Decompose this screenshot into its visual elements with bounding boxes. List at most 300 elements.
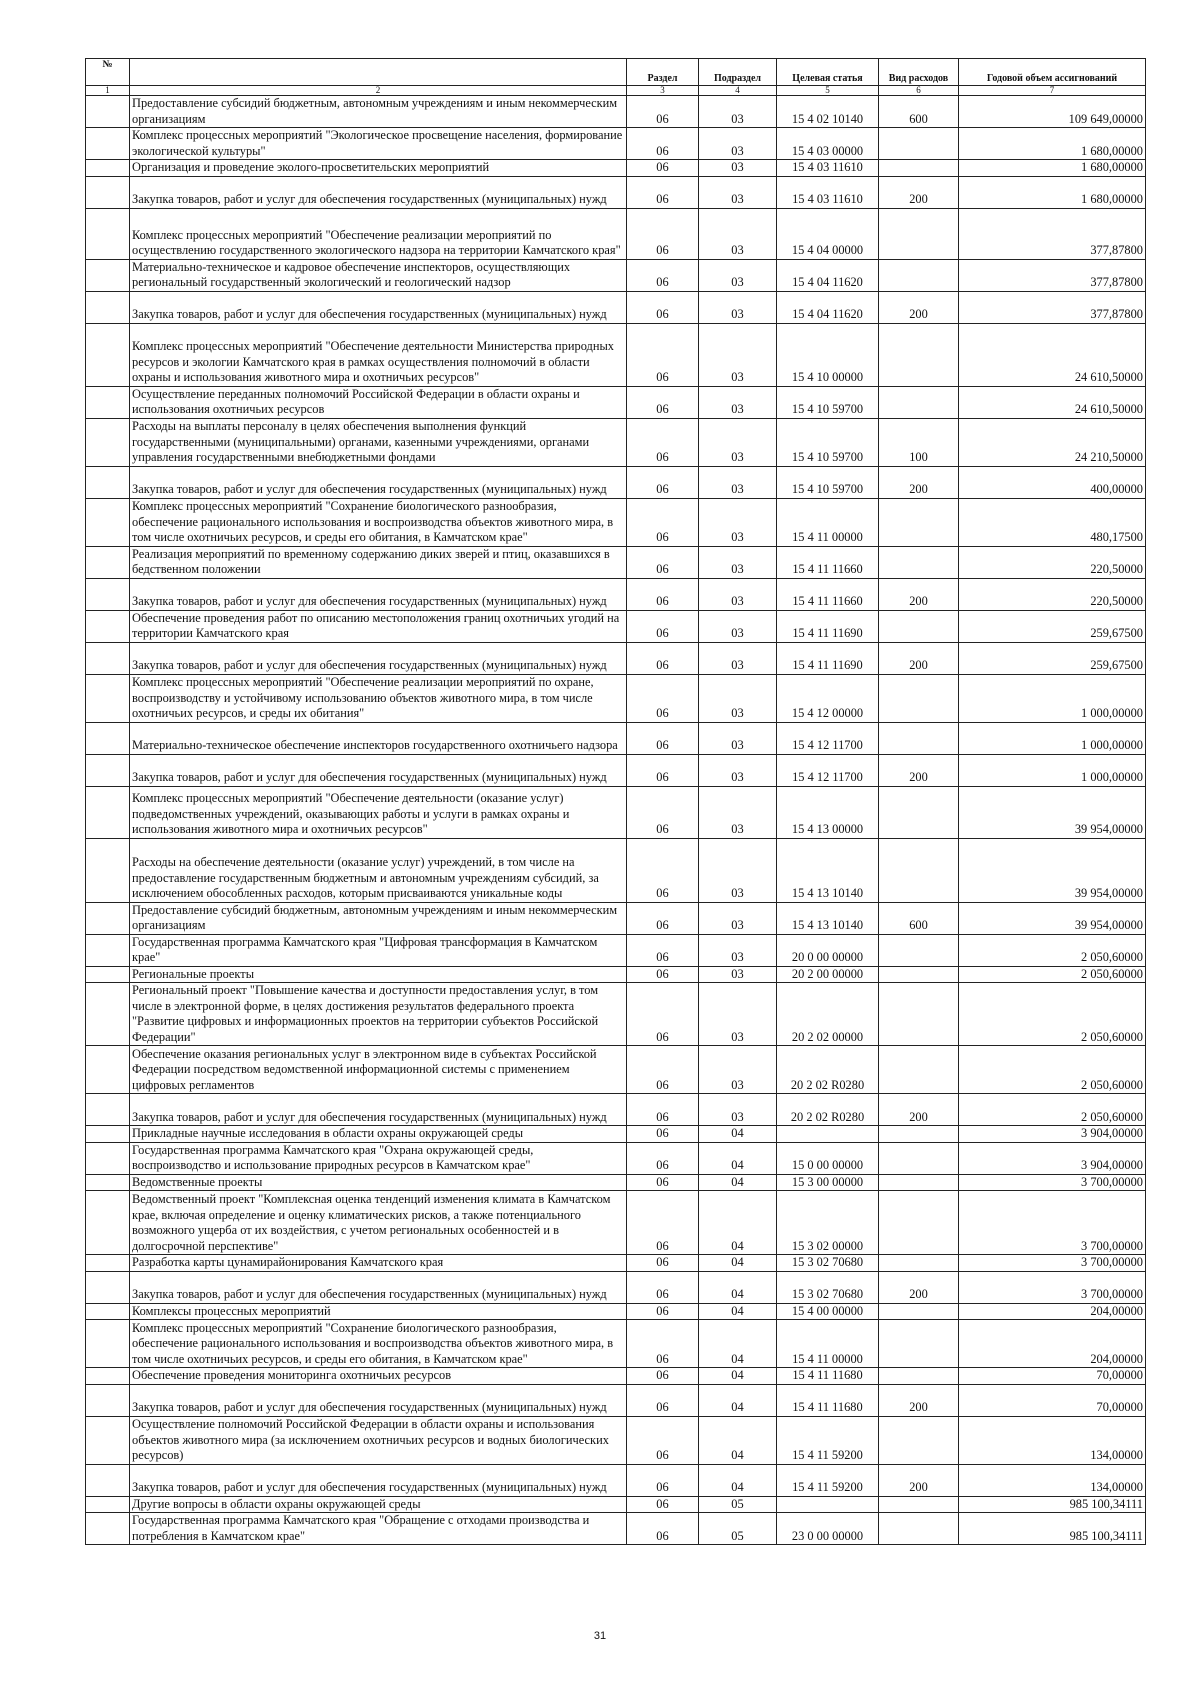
row-name-cell: Прикладные научные исследования в области охраны окружающей среды [130,1126,627,1143]
row-expense-type-cell [879,323,959,386]
table-row [86,386,1146,418]
row-number-cell [86,983,130,1046]
row-razdel-cell: 06 [627,498,699,546]
row-name-cell: Комплекс процессных мероприятий "Обеспечение деятельности Министерства природных ресурсов и экологии Камчатского края в рамках осуществления полномочий в области охраны и использования животного мира и охотничьих ресурсов" [130,323,627,386]
row-expense-type-cell [879,1255,959,1272]
row-target-article-cell: 15 4 10 00000 [777,323,879,386]
row-razdel-cell: 06 [627,754,699,786]
row-razdel-cell: 06 [627,1384,699,1416]
row-razdel-cell: 06 [627,1368,699,1385]
row-razdel-cell: 06 [627,418,699,466]
row-razdel-cell: 06 [627,1513,699,1545]
header-razdel: Раздел [627,59,699,86]
table-row [86,1046,1146,1094]
table-row [86,934,1146,966]
row-podrazdel-cell: 03 [699,259,777,291]
table-row [86,1368,1146,1385]
row-sum-cell: 220,50000 [959,546,1146,578]
row-podrazdel-cell: 03 [699,902,777,934]
row-razdel-cell: 06 [627,1496,699,1513]
row-podrazdel-cell: 03 [699,1046,777,1094]
row-podrazdel-cell: 03 [699,983,777,1046]
row-name-cell: Расходы на обеспечение деятельности (оказание услуг) учреждений, в том числе на предоставление государственным бюджетным и автономным учреждениям субсидий, за исключением обособленных расходов, которым присваиваются уникальные коды [130,838,627,902]
row-number-cell [86,1320,130,1368]
row-name-cell: Осуществление переданных полномочий Российской Федерации в области охраны и использования охотничьих ресурсов [130,386,627,418]
row-number-cell [86,786,130,838]
row-expense-type-cell: 600 [879,96,959,128]
row-sum-cell: 70,00000 [959,1384,1146,1416]
row-number-cell [86,176,130,208]
row-name-cell: Реализация мероприятий по временному содержанию диких зверей и птиц, оказавшихся в бедственном положении [130,546,627,578]
row-razdel-cell: 06 [627,96,699,128]
row-number-cell [86,902,130,934]
row-expense-type-cell [879,498,959,546]
column-number: 4 [699,86,777,96]
row-name-cell: Материально-техническое обеспечение инспекторов государственного охотничьего надзора [130,722,627,754]
table-row [86,1142,1146,1174]
table-row [86,128,1146,160]
row-number-cell [86,418,130,466]
header-annual-volume: Годовой объем ассигнований [959,59,1146,86]
row-podrazdel-cell: 04 [699,1368,777,1385]
table-row [86,160,1146,177]
row-target-article-cell: 15 4 12 00000 [777,674,879,722]
row-podrazdel-cell: 03 [699,418,777,466]
row-expense-type-cell [879,1496,959,1513]
row-podrazdel-cell: 04 [699,1255,777,1272]
row-expense-type-cell [879,838,959,902]
row-name-cell: Региональные проекты [130,966,627,983]
row-target-article-cell: 15 4 11 11680 [777,1384,879,1416]
table-row [86,323,1146,386]
table-row [86,1513,1146,1545]
row-number-cell [86,1126,130,1143]
row-number-cell [86,1496,130,1513]
row-name-cell: Закупка товаров, работ и услуг для обеспечения государственных (муниципальных) нужд [130,1271,627,1303]
row-number-cell [86,546,130,578]
row-sum-cell: 377,87800 [959,291,1146,323]
row-expense-type-cell [879,259,959,291]
row-target-article-cell: 15 4 10 59700 [777,386,879,418]
row-expense-type-cell [879,674,959,722]
row-number-cell [86,966,130,983]
row-podrazdel-cell: 03 [699,642,777,674]
row-name-cell: Комплекс процессных мероприятий "Сохранение биологического разнообразия, обеспечение рационального использования и воспроизводства объектов животного мира, в том числе охотничьих ресурсов, и среды его обитания, в Камчатском крае" [130,498,627,546]
row-name-cell: Комплекс процессных мероприятий "Обеспечение деятельности (оказание услуг) подведомственных учреждений, оказывающих работы и услуги в рамках охраны и использования животного мира и охотничьих ресурсов" [130,786,627,838]
row-number-cell [86,1094,130,1126]
row-expense-type-cell: 200 [879,1094,959,1126]
row-razdel-cell: 06 [627,1126,699,1143]
row-razdel-cell: 06 [627,176,699,208]
row-name-cell: Закупка товаров, работ и услуг для обеспечения государственных (муниципальных) нужд [130,1384,627,1416]
row-number-cell [86,208,130,259]
row-number-cell [86,1142,130,1174]
row-target-article-cell: 15 3 02 70680 [777,1271,879,1303]
row-target-article-cell [777,1126,879,1143]
row-target-article-cell: 15 4 02 10140 [777,96,879,128]
row-expense-type-cell [879,160,959,177]
row-podrazdel-cell: 03 [699,1094,777,1126]
column-number: 5 [777,86,879,96]
row-podrazdel-cell: 04 [699,1416,777,1464]
column-number: 3 [627,86,699,96]
row-name-cell: Комплекс процессных мероприятий "Сохранение биологического разнообразия, обеспечение рационального использования и воспроизводства объектов животного мира, в том числе охотничьих ресурсов, и среды его обитания, в Камчатском крае" [130,1320,627,1368]
row-sum-cell: 24 610,50000 [959,386,1146,418]
row-podrazdel-cell: 03 [699,754,777,786]
row-expense-type-cell: 200 [879,578,959,610]
table-row [86,966,1146,983]
row-sum-cell: 259,67500 [959,610,1146,642]
table-header-row [86,59,1146,86]
row-razdel-cell: 06 [627,1255,699,1272]
row-podrazdel-cell: 04 [699,1384,777,1416]
row-podrazdel-cell: 04 [699,1303,777,1320]
row-sum-cell: 2 050,60000 [959,1046,1146,1094]
row-expense-type-cell [879,1126,959,1143]
row-number-cell [86,323,130,386]
row-target-article-cell: 15 4 13 10140 [777,902,879,934]
row-sum-cell: 1 000,00000 [959,674,1146,722]
row-expense-type-cell [879,1368,959,1385]
row-expense-type-cell [879,966,959,983]
row-target-article-cell: 15 4 11 11680 [777,1368,879,1385]
row-target-article-cell: 20 2 00 00000 [777,966,879,983]
row-sum-cell: 2 050,60000 [959,934,1146,966]
row-target-article-cell: 20 2 02 R0280 [777,1046,879,1094]
row-expense-type-cell [879,1046,959,1094]
row-number-cell [86,1384,130,1416]
table-row [86,498,1146,546]
row-sum-cell: 3 700,00000 [959,1255,1146,1272]
row-number-cell [86,674,130,722]
row-name-cell: Государственная программа Камчатского края "Цифровая трансформация в Камчатском крае" [130,934,627,966]
row-podrazdel-cell: 03 [699,610,777,642]
row-expense-type-cell: 200 [879,466,959,498]
table-row [86,1496,1146,1513]
row-name-cell: Обеспечение проведения мониторинга охотничьих ресурсов [130,1368,627,1385]
table-row [86,259,1146,291]
row-name-cell: Предоставление субсидий бюджетным, автономным учреждениям и иным некоммерческим организациям [130,96,627,128]
row-name-cell: Закупка товаров, работ и услуг для обеспечения государственных (муниципальных) нужд [130,1464,627,1496]
row-expense-type-cell [879,386,959,418]
row-target-article-cell: 15 4 04 11620 [777,291,879,323]
table-row [86,902,1146,934]
row-target-article-cell: 15 4 11 11660 [777,546,879,578]
row-number-cell [86,1368,130,1385]
row-name-cell: Закупка товаров, работ и услуг для обеспечения государственных (муниципальных) нужд [130,578,627,610]
row-number-cell [86,466,130,498]
row-podrazdel-cell: 04 [699,1142,777,1174]
row-expense-type-cell: 100 [879,418,959,466]
row-name-cell: Обеспечение проведения работ по описанию местоположения границ охотничьих угодий на территории Камчатского края [130,610,627,642]
row-razdel-cell: 06 [627,1271,699,1303]
row-number-cell [86,96,130,128]
row-razdel-cell: 06 [627,1416,699,1464]
row-name-cell: Обеспечение оказания региональных услуг в электронном виде в субъектах Российской Федерации посредством ведомственной информационной системы с применением цифровых регламентов [130,1046,627,1094]
row-razdel-cell: 06 [627,902,699,934]
row-razdel-cell: 06 [627,1464,699,1496]
row-number-cell [86,1271,130,1303]
row-podrazdel-cell: 03 [699,128,777,160]
row-number-cell [86,1513,130,1545]
row-name-cell: Закупка товаров, работ и услуг для обеспечения государственных (муниципальных) нужд [130,291,627,323]
row-sum-cell: 39 954,00000 [959,902,1146,934]
row-sum-cell: 2 050,60000 [959,1094,1146,1126]
row-sum-cell: 1 680,00000 [959,128,1146,160]
row-sum-cell: 3 904,00000 [959,1126,1146,1143]
table-body [86,96,1146,1545]
row-podrazdel-cell: 03 [699,934,777,966]
row-number-cell [86,128,130,160]
row-razdel-cell: 06 [627,642,699,674]
row-podrazdel-cell: 03 [699,323,777,386]
table-row [86,1464,1146,1496]
row-podrazdel-cell: 03 [699,498,777,546]
row-name-cell: Закупка товаров, работ и услуг для обеспечения государственных (муниципальных) нужд [130,466,627,498]
row-razdel-cell: 06 [627,934,699,966]
row-sum-cell: 480,17500 [959,498,1146,546]
row-razdel-cell: 06 [627,578,699,610]
row-expense-type-cell [879,786,959,838]
row-expense-type-cell [879,546,959,578]
row-target-article-cell: 15 3 00 00000 [777,1174,879,1191]
row-podrazdel-cell: 04 [699,1464,777,1496]
row-target-article-cell: 15 0 00 00000 [777,1142,879,1174]
table-row [86,176,1146,208]
table-row [86,754,1146,786]
header-podrazdel: Подраздел [699,59,777,86]
row-target-article-cell: 15 4 11 00000 [777,1320,879,1368]
row-number-cell [86,934,130,966]
table-row [86,578,1146,610]
row-sum-cell: 109 649,00000 [959,96,1146,128]
table-row [86,983,1146,1046]
row-target-article-cell: 15 4 13 10140 [777,838,879,902]
row-number-cell [86,498,130,546]
row-target-article-cell: 20 0 00 00000 [777,934,879,966]
row-sum-cell: 3 700,00000 [959,1271,1146,1303]
row-sum-cell: 39 954,00000 [959,838,1146,902]
row-name-cell: Закупка товаров, работ и услуг для обеспечения государственных (муниципальных) нужд [130,1094,627,1126]
row-sum-cell: 204,00000 [959,1303,1146,1320]
row-number-cell [86,386,130,418]
row-number-cell [86,610,130,642]
table-row [86,610,1146,642]
row-number-cell [86,160,130,177]
table-row [86,1094,1146,1126]
row-sum-cell: 2 050,60000 [959,966,1146,983]
row-razdel-cell: 06 [627,1046,699,1094]
row-razdel-cell: 06 [627,786,699,838]
table-row [86,96,1146,128]
row-sum-cell: 377,87800 [959,259,1146,291]
row-podrazdel-cell: 03 [699,966,777,983]
row-razdel-cell: 06 [627,291,699,323]
row-expense-type-cell [879,1142,959,1174]
row-target-article-cell [777,1496,879,1513]
table-row [86,1303,1146,1320]
row-podrazdel-cell: 04 [699,1271,777,1303]
table-row [86,418,1146,466]
table-row [86,1126,1146,1143]
row-target-article-cell: 15 4 00 00000 [777,1303,879,1320]
row-sum-cell: 3 700,00000 [959,1174,1146,1191]
column-number: 6 [879,86,959,96]
row-expense-type-cell [879,722,959,754]
row-razdel-cell: 06 [627,1320,699,1368]
row-podrazdel-cell: 05 [699,1496,777,1513]
row-podrazdel-cell: 03 [699,160,777,177]
header-target-article: Целевая статья [777,59,879,86]
row-podrazdel-cell: 03 [699,578,777,610]
row-sum-cell: 220,50000 [959,578,1146,610]
row-target-article-cell: 15 4 13 00000 [777,786,879,838]
budget-table [85,58,1146,1545]
row-target-article-cell: 15 4 12 11700 [777,722,879,754]
row-number-cell [86,1046,130,1094]
row-podrazdel-cell: 03 [699,96,777,128]
row-expense-type-cell: 200 [879,642,959,674]
table-row [86,1416,1146,1464]
row-podrazdel-cell: 03 [699,838,777,902]
row-razdel-cell: 06 [627,323,699,386]
header-name [130,59,627,86]
row-expense-type-cell: 200 [879,291,959,323]
row-expense-type-cell [879,1191,959,1255]
table-row [86,291,1146,323]
row-expense-type-cell [879,1303,959,1320]
row-razdel-cell: 06 [627,1094,699,1126]
row-expense-type-cell [879,934,959,966]
row-name-cell: Расходы на выплаты персоналу в целях обеспечения выполнения функций государственными (муниципальными) органами, казенными учреждениями, органами управления государственными внебюджетными фондами [130,418,627,466]
row-target-article-cell: 15 4 04 11620 [777,259,879,291]
row-sum-cell: 70,00000 [959,1368,1146,1385]
table-row [86,674,1146,722]
row-number-cell [86,291,130,323]
column-number: 2 [130,86,627,96]
table-row [86,786,1146,838]
row-razdel-cell: 06 [627,1303,699,1320]
table-row [86,642,1146,674]
row-expense-type-cell: 600 [879,902,959,934]
row-number-cell [86,1303,130,1320]
table-row [86,208,1146,259]
row-razdel-cell: 06 [627,546,699,578]
row-target-article-cell: 15 4 10 59700 [777,466,879,498]
row-target-article-cell: 20 2 02 00000 [777,983,879,1046]
row-name-cell: Осуществление полномочий Российской Федерации в области охраны и использования объектов животного мира (за исключением охотничьих ресурсов и водных биологических ресурсов) [130,1416,627,1464]
row-target-article-cell: 15 4 03 11610 [777,160,879,177]
row-razdel-cell: 06 [627,160,699,177]
row-name-cell: Комплекс процессных мероприятий "Обеспечение реализации мероприятий по осуществлению государственного экологического надзора на территории Камчатского края" [130,208,627,259]
row-expense-type-cell [879,208,959,259]
row-name-cell: Предоставление субсидий бюджетным, автономным учреждениям и иным некоммерческим организациям [130,902,627,934]
row-podrazdel-cell: 03 [699,291,777,323]
header-expense-type: Вид расходов [879,59,959,86]
row-expense-type-cell [879,983,959,1046]
row-number-cell [86,259,130,291]
row-target-article-cell: 15 3 02 00000 [777,1191,879,1255]
row-sum-cell: 1 000,00000 [959,754,1146,786]
row-expense-type-cell: 200 [879,754,959,786]
row-razdel-cell: 06 [627,674,699,722]
row-podrazdel-cell: 04 [699,1320,777,1368]
row-sum-cell: 2 050,60000 [959,983,1146,1046]
row-target-article-cell: 20 2 02 R0280 [777,1094,879,1126]
row-target-article-cell: 15 4 11 59200 [777,1464,879,1496]
row-number-cell [86,1464,130,1496]
table-row [86,546,1146,578]
row-expense-type-cell: 200 [879,1464,959,1496]
row-razdel-cell: 06 [627,1191,699,1255]
row-target-article-cell: 15 4 11 00000 [777,498,879,546]
row-razdel-cell: 06 [627,386,699,418]
row-razdel-cell: 06 [627,208,699,259]
page-number: 31 [593,1630,607,1642]
table-row [86,466,1146,498]
row-target-article-cell: 15 4 11 59200 [777,1416,879,1464]
row-sum-cell: 3 904,00000 [959,1142,1146,1174]
row-razdel-cell: 06 [627,128,699,160]
row-razdel-cell: 06 [627,966,699,983]
row-podrazdel-cell: 03 [699,674,777,722]
row-name-cell: Разработка карты цунамирайонирования Камчатского края [130,1255,627,1272]
row-number-cell [86,1416,130,1464]
row-sum-cell: 400,00000 [959,466,1146,498]
row-target-article-cell: 15 4 10 59700 [777,418,879,466]
row-name-cell: Комплекс процессных мероприятий "Обеспечение реализации мероприятий по охране, воспроизводству и устойчивому использованию объектов животного мира, в том числе охотничьих ресурсов, и среды их обитания" [130,674,627,722]
row-name-cell: Ведомственный проект "Комплексная оценка тенденций изменения климата в Камчатском крае, включая определение и оценку климатических рисков, а также потенциального возможного ущерба от их воздействия, с учетом региональных особенностей и в долгосрочной перспективе" [130,1191,627,1255]
table-row [86,1174,1146,1191]
row-expense-type-cell: 200 [879,1384,959,1416]
table-row [86,722,1146,754]
row-sum-cell: 1 000,00000 [959,722,1146,754]
row-name-cell: Комплексы процессных мероприятий [130,1303,627,1320]
row-name-cell: Комплекс процессных мероприятий "Экологическое просвещение населения, формирование экологической культуры" [130,128,627,160]
table-row [86,1191,1146,1255]
row-name-cell: Закупка товаров, работ и услуг для обеспечения государственных (муниципальных) нужд [130,176,627,208]
row-target-article-cell: 15 3 02 70680 [777,1255,879,1272]
row-expense-type-cell [879,128,959,160]
table-row [86,1384,1146,1416]
row-razdel-cell: 06 [627,983,699,1046]
row-razdel-cell: 06 [627,722,699,754]
row-target-article-cell: 15 4 04 00000 [777,208,879,259]
row-podrazdel-cell: 04 [699,1174,777,1191]
row-number-cell [86,1174,130,1191]
row-podrazdel-cell: 03 [699,208,777,259]
row-podrazdel-cell: 04 [699,1191,777,1255]
row-name-cell: Другие вопросы в области охраны окружающей среды [130,1496,627,1513]
row-sum-cell: 985 100,34111 [959,1496,1146,1513]
row-podrazdel-cell: 03 [699,722,777,754]
column-number: 1 [86,86,130,96]
column-number: 7 [959,86,1146,96]
row-sum-cell: 24 210,50000 [959,418,1146,466]
row-razdel-cell: 06 [627,466,699,498]
table-row [86,1320,1146,1368]
row-name-cell: Материально-техническое и кадровое обеспечение инспекторов, осуществляющих региональный государственный экологический и геологический надзор [130,259,627,291]
row-podrazdel-cell: 04 [699,1126,777,1143]
row-name-cell: Региональный проект "Повышение качества и доступности предоставления услуг, в том числе в электронной форме, в целях достижения результатов федерального проекта "Развитие цифровых и информационных проектов на территории субъектов Российской Федерации" [130,983,627,1046]
header-number: № [86,59,130,86]
row-podrazdel-cell: 03 [699,176,777,208]
row-sum-cell: 134,00000 [959,1416,1146,1464]
row-sum-cell: 377,87800 [959,208,1146,259]
row-name-cell: Организация и проведение эколого-просветительских мероприятий [130,160,627,177]
table-column-numbers-row [86,86,1146,96]
row-target-article-cell: 15 4 12 11700 [777,754,879,786]
